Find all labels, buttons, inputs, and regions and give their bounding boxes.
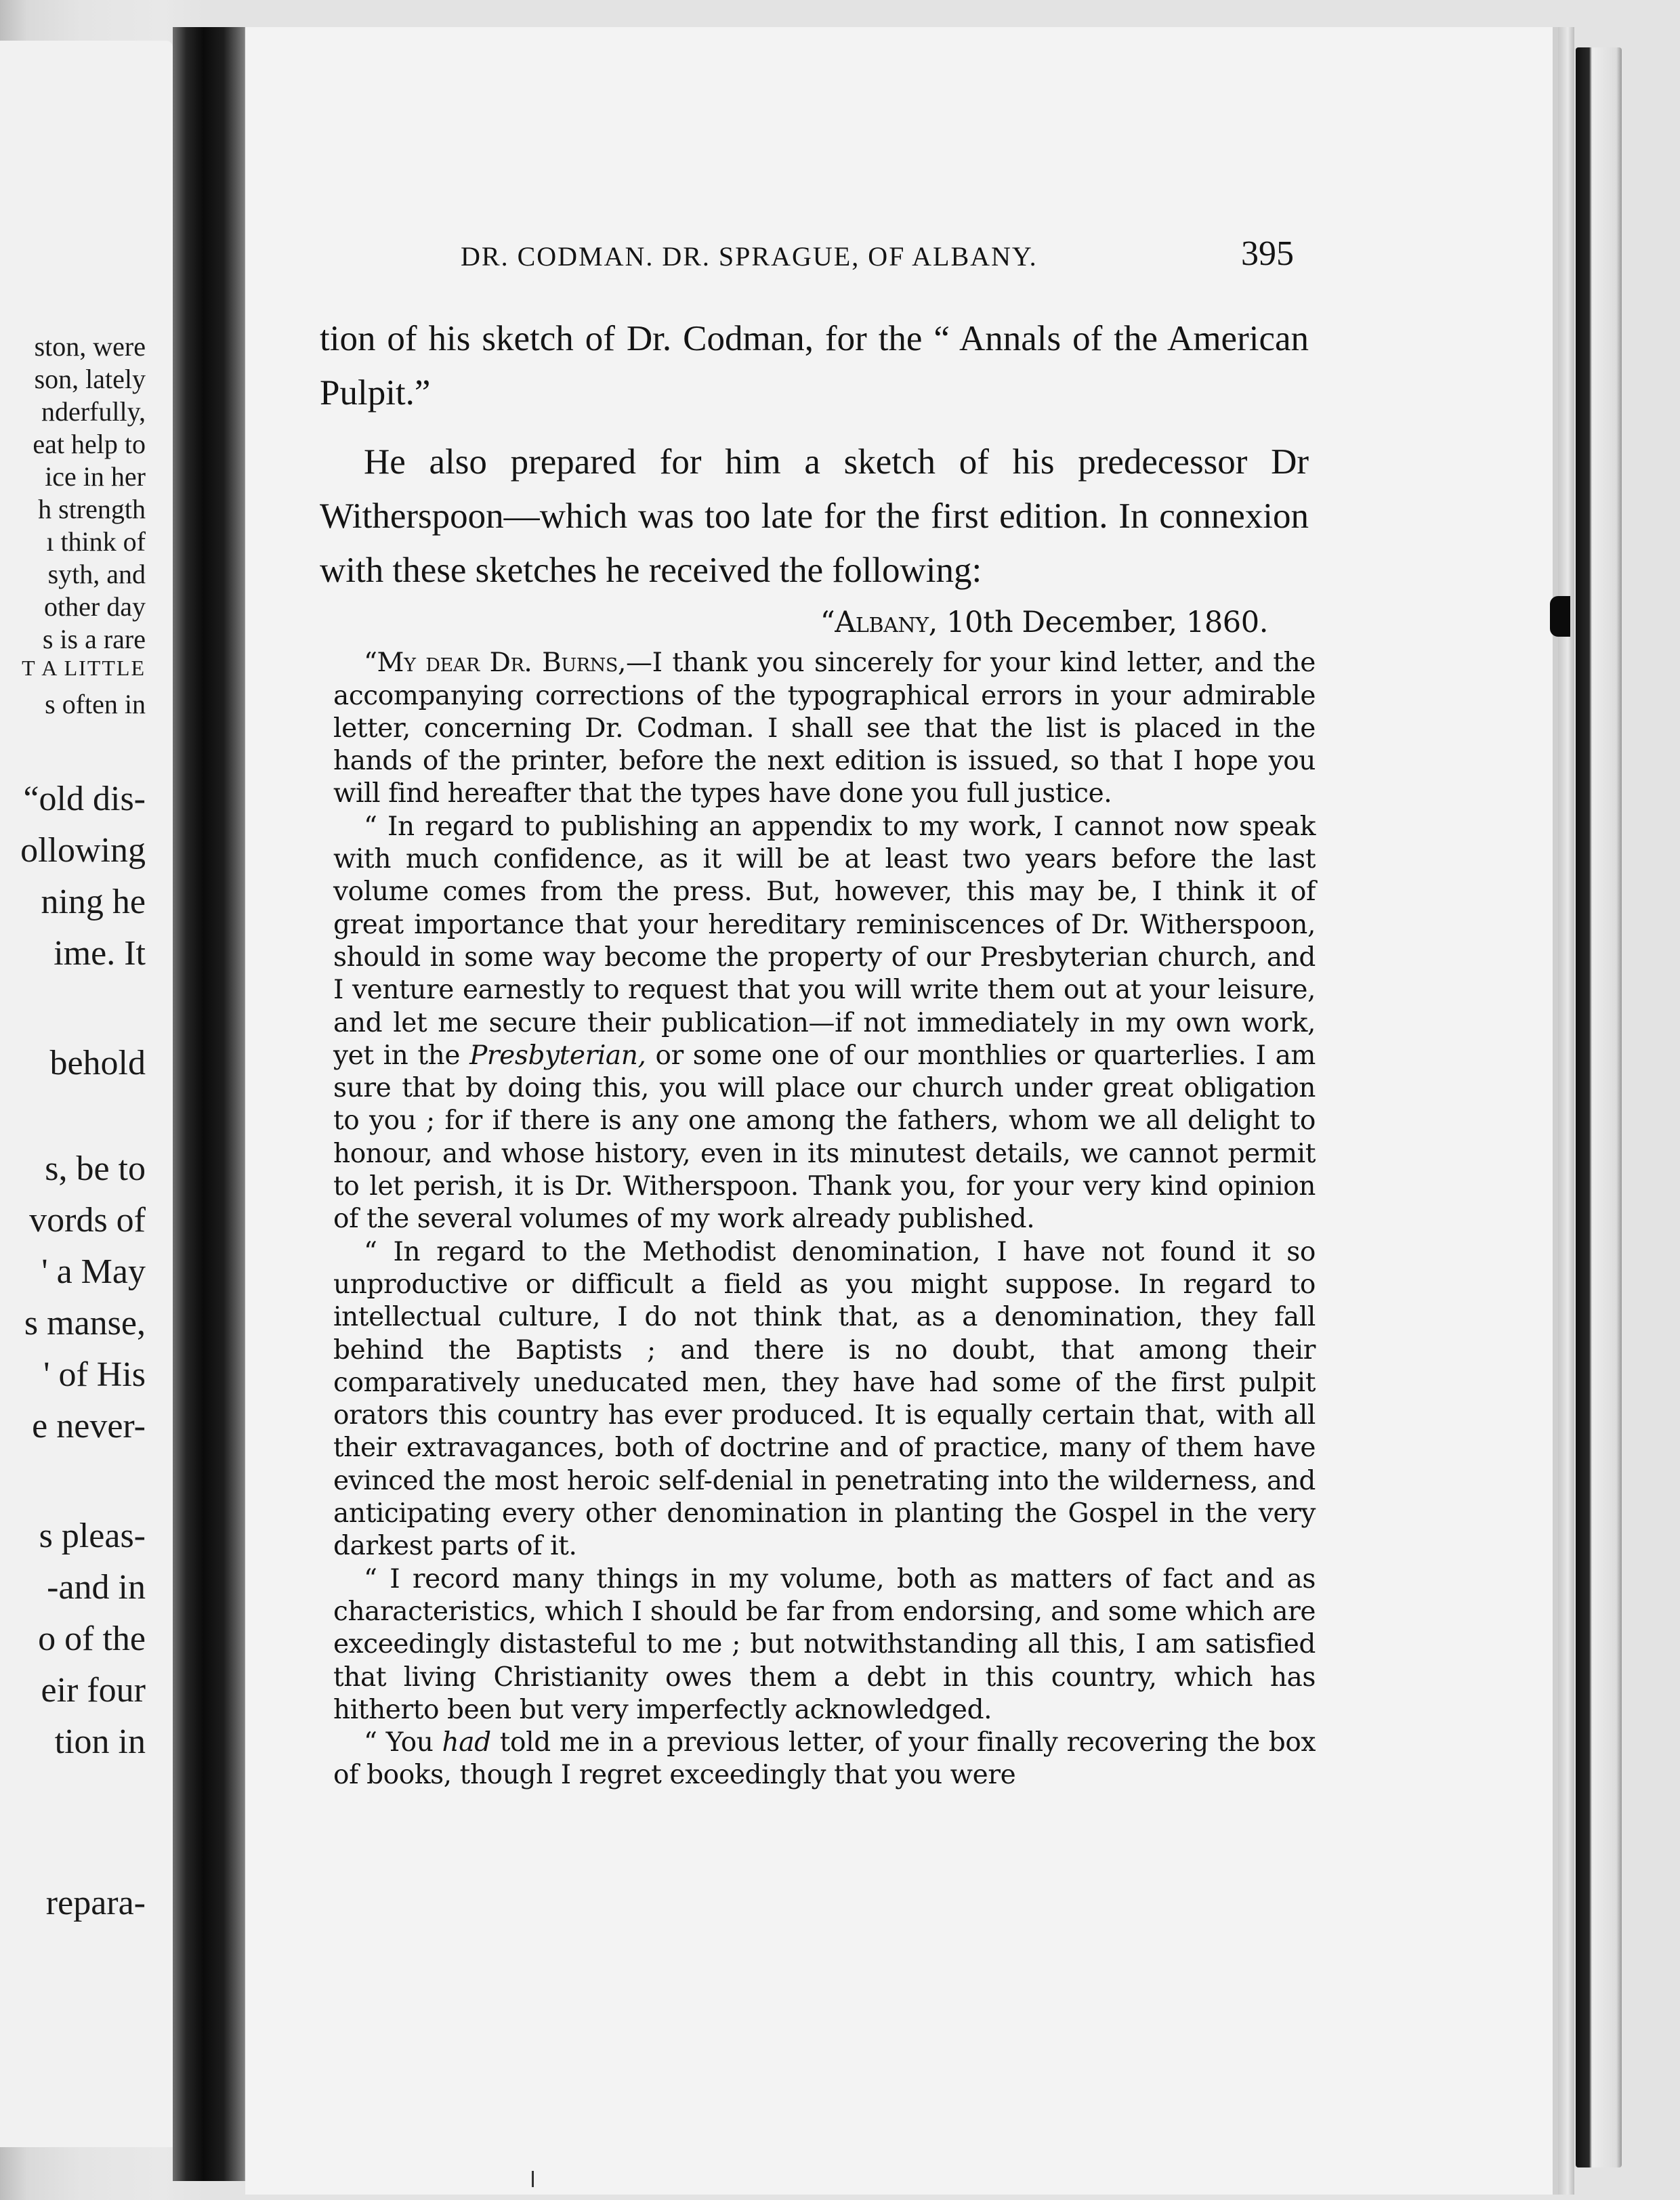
- intro-paragraph: He also prepared for him a sketch of his predecessor Dr Witherspoon—which was too late for the first edition. In connexion with these sketches he received the following:: [320, 442, 1309, 590]
- left-page-fragment: ollowing: [20, 831, 146, 870]
- left-page-fragment: eir four: [41, 1671, 146, 1710]
- running-head: [318, 234, 1307, 281]
- scan-mark: [532, 2171, 534, 2187]
- left-page-fragment: s pleas-: [39, 1517, 146, 1555]
- left-page-fragment: ' a May: [41, 1252, 146, 1291]
- letter-text: or some one of our monthlies or quarterlies. I am sure that by doing this, you will place our church under great obligation to you ; for if there is any one among the fathers, whom we all delight to honour, and whose history, even in its minutest details, we cannot permit to let perish, it is Dr. Witherspoon. Thank you, for your very kind opinion of the several volumes of my work already published.: [333, 1040, 1316, 1235]
- letter-paragraph: “ I record many things in my volume, both as matters of fact and as characteristics, which I should be far from endorsing, and some which are exceedingly distasteful to me ; but notwithstanding all this, I am satisfied that living Christianity owes them a debt in this country, which has hitherto been but very imperfectly acknowledged.: [333, 1563, 1316, 1725]
- book-cover-edge: [1576, 47, 1622, 2167]
- letter-italic: had: [442, 1727, 491, 1758]
- left-page-fragment: o of the: [38, 1620, 146, 1658]
- letter-salutation: My dear Dr. Burns,: [377, 648, 626, 679]
- letter-dateline: [333, 606, 1316, 639]
- intro-text: [320, 312, 1309, 597]
- left-page-fragment: s manse,: [24, 1304, 146, 1342]
- letter-text: “ You: [364, 1727, 442, 1758]
- dateline-quote: “: [820, 606, 835, 639]
- left-page-fragment: ston, were: [34, 331, 146, 362]
- left-page-fragment: “old dis-: [23, 780, 146, 818]
- letter-paragraph: [333, 647, 1316, 810]
- left-page-fragment: other day: [44, 591, 146, 622]
- letter-italic: Presbyterian,: [469, 1040, 646, 1071]
- left-page-fragment: tion in: [54, 1722, 146, 1761]
- intro-paragraph: tion of his sketch of Dr. Codman, for the “ Annals of the American Pulpit.”: [320, 319, 1309, 412]
- letter-text: —I thank you sincerely for your kind letter, and the accompanying corrections of the typographical errors in your admirable letter, concerning Dr. Codman. I shall see that the list is placed in the hands of the printer, before the next edition is issued, so that I hope you will find hereafter that the types have done you full justice.: [333, 648, 1316, 809]
- left-page-fragment: ' of His: [43, 1355, 146, 1394]
- left-page-fragment: s is a rare: [42, 624, 146, 654]
- left-page-fragment: ice in her: [45, 461, 146, 492]
- book-gutter: [173, 27, 247, 2181]
- running-title: DR. CODMAN. DR. SPRAGUE, OF ALBANY.: [461, 241, 1038, 272]
- letter-body: [333, 606, 1316, 1792]
- left-page-fragment: ime. It: [54, 934, 146, 973]
- left-page-fragment: s often in: [45, 689, 146, 719]
- left-page-fragment: T A LITTLE: [22, 656, 146, 680]
- cover-notch: [1550, 596, 1570, 637]
- left-page-fragment: -and in: [47, 1568, 146, 1607]
- letter-paragraph: [333, 1727, 1316, 1792]
- dateline-place: Albany,: [835, 606, 938, 639]
- dateline-date: 10th December, 1860.: [937, 606, 1268, 639]
- left-page-fragment: ning he: [41, 883, 146, 921]
- letter-paragraph: [333, 811, 1316, 1236]
- letter-text: told me in a previous letter, of your finally recovering the box of books, though I regret exceedingly that you were: [333, 1727, 1316, 1791]
- left-page-fragment: nderfully,: [41, 396, 146, 427]
- left-page-fragment: s, be to: [45, 1149, 146, 1188]
- left-page-fragment: syth, and: [47, 559, 146, 589]
- left-page-fragment: repara-: [45, 1884, 146, 1922]
- page-edge: [1558, 27, 1574, 2195]
- left-page-fragment: ı think of: [46, 526, 146, 557]
- left-page-fragment: eat help to: [33, 429, 146, 459]
- left-page-fragment: h strength: [38, 494, 146, 524]
- left-page-fragment: son, lately: [34, 364, 146, 394]
- page-number: 395: [1241, 234, 1294, 273]
- left-facing-page: [0, 41, 173, 2147]
- left-page-fragment: e never-: [32, 1407, 146, 1445]
- letter-text: “ In regard to publishing an appendix to my work, I cannot now speak with much confidence, as it will be at least two years before the last volume comes from the press. But, however, this may be, I think it of great importance that your hereditary reminiscences of Dr. Witherspoon, should in some way become the property of our Presbyterian church, and I venture earnestly to request that you will write them out at your leisure, and let me secure their publication—if not immediately in my own work, yet in the: [333, 811, 1316, 1071]
- left-page-fragment: behold: [49, 1044, 146, 1082]
- left-page-fragment: vords of: [29, 1201, 146, 1240]
- salutation-quote: “: [364, 648, 377, 679]
- letter-paragraph: “ In regard to the Methodist denomination, I have not found it so unproductive or difficult a field as you might suppose. In regard to intellectual culture, I do not think that, as a denomination, they fall behind the Baptists ; and there is no doubt, that among their comparatively uneducated men, they have had some of the first pulpit orators this country has ever produced. It is equally certain that, with all their extravagances, both of doctrine and of practice, many of them have evinced the most heroic self-denial in penetrating into the wilderness, and anticipating every other denomination in planting the Gospel in the very darkest parts of it.: [333, 1236, 1316, 1562]
